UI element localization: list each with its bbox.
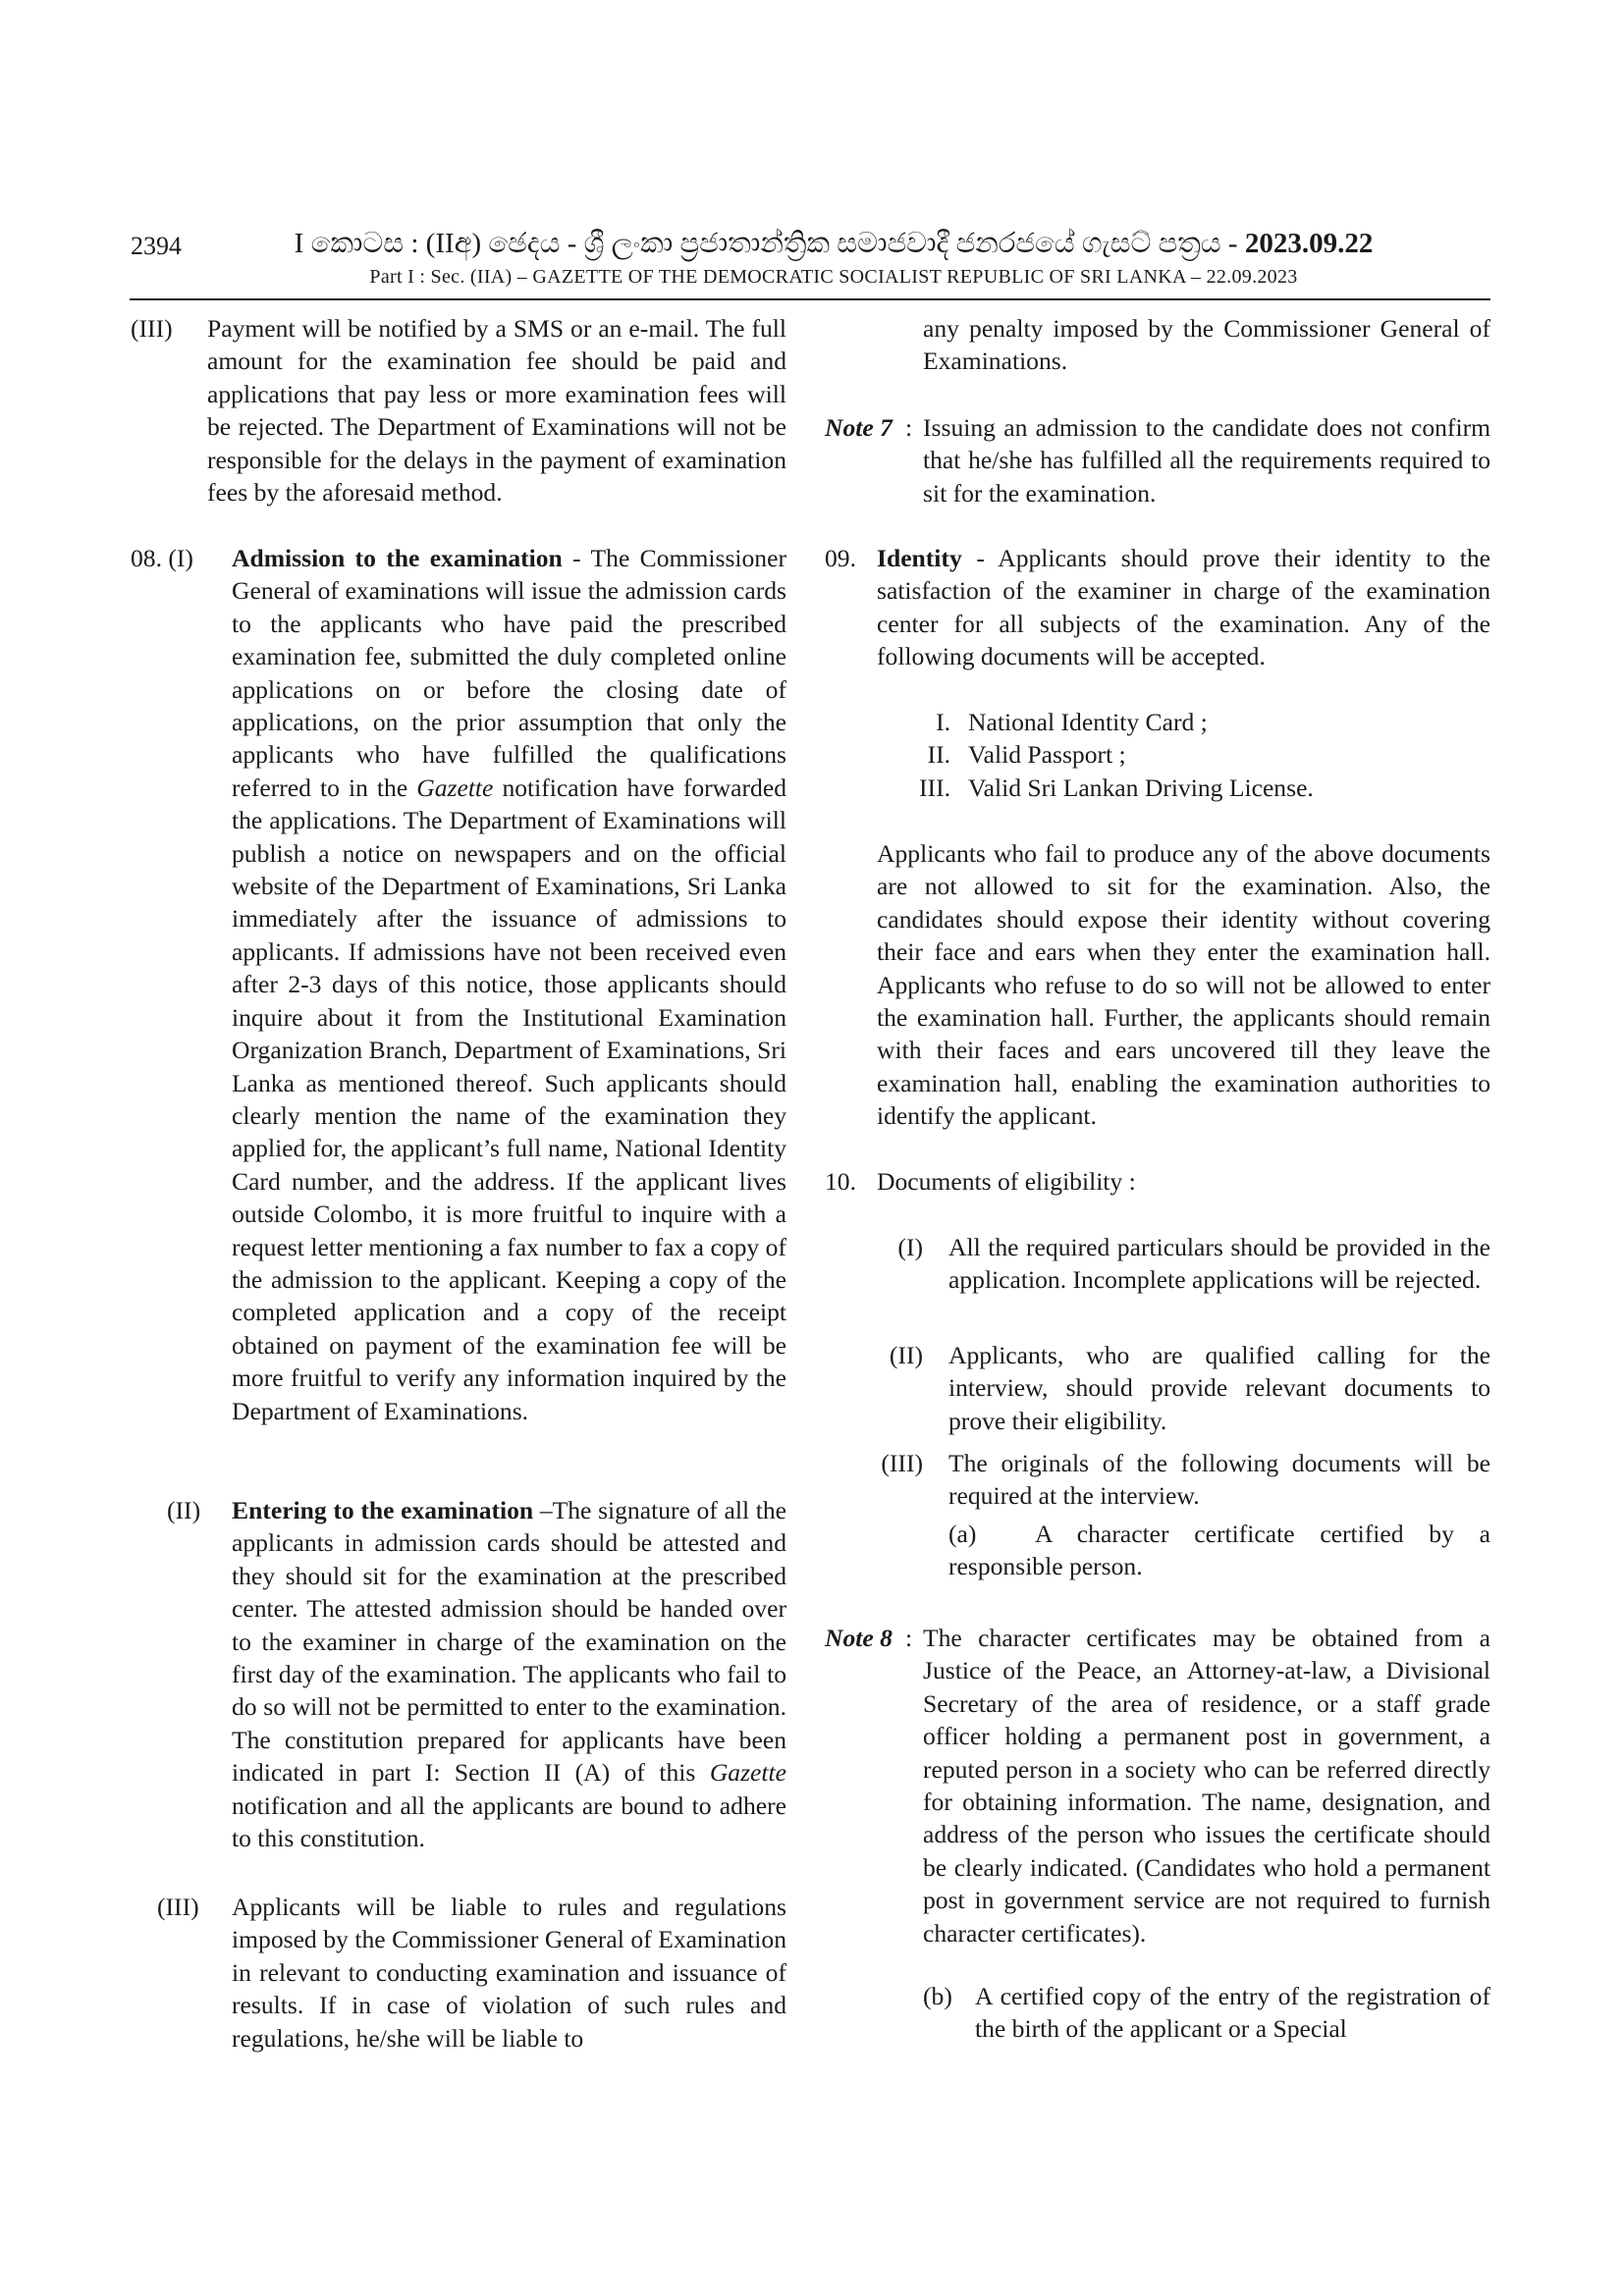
section-09-para2 — [877, 837, 1490, 1133]
note-8 — [923, 1622, 1490, 1949]
paragraph-payment-text: Payment will be notified by a SMS or an e-mail. The full amount for the examination fee should be paid and applications that pay less or more examination fees will be rejected. The Department of Examinations will not be responsible for the delays in the payment of examination fees by the aforesaid method. — [207, 314, 786, 507]
note-7-text: Issuing an admission to the candidate does not confirm that he/she has fulfilled all the requirements required to sit for the examination. — [923, 413, 1490, 507]
header-sinhala-text: I කොටස : (IIඅ) ඡෙදය - ශ්‍රී ලංකා ප්‍රජාතාන්ත්‍රික සමාජවාදී ජනරජයේ ගැසට් පත්‍රය - — [294, 228, 1245, 259]
section-08-ii-text-a: –The signature of all the applicants in admission cards should be attested and they should sit for the examination at the prescribed center. The attested admission should be handed over to the examiner in charge of the examination on the first day of the examination. The applicants who fail to do so will not be permitted to enter to the examination. The constitution prepared for applicants have been indicated in part I: Section II (A) of this — [232, 1496, 787, 1788]
s10-num-1: (I) — [897, 1233, 923, 1261]
note-8-colon: : — [905, 1624, 913, 1652]
sub-a-text: A character certificate certified by a responsible person. — [948, 1520, 1490, 1581]
marker-08-i: 08. (I) — [131, 544, 193, 572]
header-english-title: Part I : Sec. (IIA) – GAZETTE OF THE DEMOCRATIC SOCIALIST REPUBLIC OF SRI LANKA – 22.09.2023 — [369, 266, 1298, 288]
section-08-entering — [232, 1494, 786, 1854]
note-7-colon: : — [905, 413, 913, 442]
marker-08-ii: (II) — [167, 1496, 201, 1524]
sub-b — [975, 1980, 1490, 2046]
note-8-text: The character certificates may be obtained from a Justice of the Peace, an Attorney-at-law, a Divisional Secretary of the area of residence, or a staff grade officer holding a permanent post in government, a reputed person in a society who can be referred directly for obtaining information. The name, designation, and address of the person who issues the certificate should be clearly indicated. (Candidates who hold a permanent post in government service are not required to furnish character certificates). — [923, 1624, 1490, 1948]
section-08-ii-title: Entering to the examination — [232, 1496, 534, 1524]
paragraph-payment — [207, 312, 786, 508]
header-rule — [130, 298, 1490, 300]
s10-item-1-text: All the required particulars should be provided in the application. Incomplete applications will be rejected. — [948, 1233, 1490, 1295]
sub-b-text: A certified copy of the entry of the registration of the birth of the applicant or a Special — [975, 1982, 1490, 2044]
marker-09: 09. — [825, 544, 856, 572]
section-08-iii-text: Applicants will be liable to rules and regulations imposed by the Commissioner General of Examination in relevant to conducting examination and issuance of results. If in case of violation of such rules and regulations, he/she will be liable to — [232, 1893, 786, 2053]
id-list-num-2: II. — [927, 740, 950, 769]
sub-a — [948, 1518, 1490, 1583]
id-list-item-1: National Identity Card ; — [968, 708, 1208, 736]
s10-item-1 — [948, 1231, 1490, 1297]
note-7 — [923, 411, 1490, 509]
section-09-text: - Applicants should prove their identity to the satisfaction of the examiner in charge of the examination center for all subjects of the examination. Any of the following documents will be accepted. — [877, 544, 1490, 671]
gazette-italic: Gazette — [416, 773, 494, 802]
sub-b-num: (b) — [923, 1982, 952, 2010]
s10-item-2 — [948, 1339, 1490, 1437]
gazette-italic: Gazette — [709, 1758, 786, 1788]
section-09-para2-text: Applicants who fail to produce any of the above documents are not allowed to sit for the examination. Also, the candidates should expose their identity without covering their face and ears when they enter the examination hall. Applicants who refuse to do so will not be allowed to enter the examination hall. Further, the applicants should remain with their faces and ears uncovered till they leave the examination hall, enabling the examination authorities to identify the applicant. — [877, 839, 1490, 1131]
id-list-num-1: I. — [936, 708, 950, 736]
section-10-title: Documents of eligibility : — [877, 1167, 1136, 1196]
id-list-item-3: Valid Sri Lankan Driving License. — [968, 774, 1314, 802]
section-08-text-a: - The Commissioner General of examinations will issue the admission cards to the applicants who have paid the prescribed examination fee, submitted the duly completed online applications on or before the closing date of applications, on the prior assumption that only the applicants who have fulfilled the qualifications referred to in the — [232, 544, 786, 802]
header-sinhala-title — [177, 228, 1490, 260]
s10-item-2-text: Applicants, who are qualified calling for the interview, should provide relevant documents to prove their eligibility. — [948, 1341, 1490, 1435]
id-list-item-2: Valid Passport ; — [968, 740, 1126, 769]
marker-08-iii: (III) — [157, 1893, 199, 1921]
header-date: 2023.09.22 — [1244, 228, 1374, 259]
continuation-penalty-text: any penalty imposed by the Commissioner General of Examinations. — [923, 314, 1490, 376]
section-09-identity — [877, 542, 1490, 673]
s10-num-2: (II) — [889, 1341, 923, 1369]
note-8-label: Note 8 — [825, 1624, 893, 1652]
page-number: 2394 — [131, 232, 182, 260]
marker-10: 10. — [825, 1167, 856, 1196]
section-08-title: Admission to the examination — [232, 544, 563, 572]
continuation-penalty — [923, 312, 1490, 378]
section-08-rules — [232, 1891, 786, 2055]
note-7-label: Note 7 — [825, 413, 893, 442]
id-list-num-3: III. — [919, 774, 950, 802]
s10-item-3-text: The originals of the following documents will be required at the interview. — [948, 1449, 1490, 1511]
s10-item-3 — [948, 1447, 1490, 1513]
section-08-admission — [232, 542, 786, 1427]
sub-a-num: (a) — [948, 1520, 977, 1548]
section-08-ii-text-b: notification and all the applicants are bound to adhere to this constitution. — [232, 1790, 786, 1853]
marker-iii-payment: (III) — [131, 314, 173, 343]
section-09-title: Identity — [877, 544, 962, 572]
s10-num-3: (III) — [881, 1449, 923, 1477]
section-08-text-b: notification have forwarded the applications. The Department of Examinations will publish a notice on newspapers and on the official website of the Department of Examinations, Sri Lanka immediately after the issuance of admissions to applicants. If admissions have not been received even after 2-3 days of this notice, those applicants should inquire about it from the Institutional Examination Organization Branch, Department of Examinations, Sri Lanka as mentioned thereof. Such applicants should clearly mention the name of the examination they applied for, the applicant’s full name, National Identity Card number, and the address. If the applicant lives outside Colombo, it is more fruitful to inquire with a request letter mentioning a fax number to fax a copy of the admission to the applicant. Keeping a copy of the completed application and a copy of the receipt obtained on payment of the examination fee will be more fruitful to verify any information inquired by the Department of Examinations. — [232, 773, 786, 1425]
